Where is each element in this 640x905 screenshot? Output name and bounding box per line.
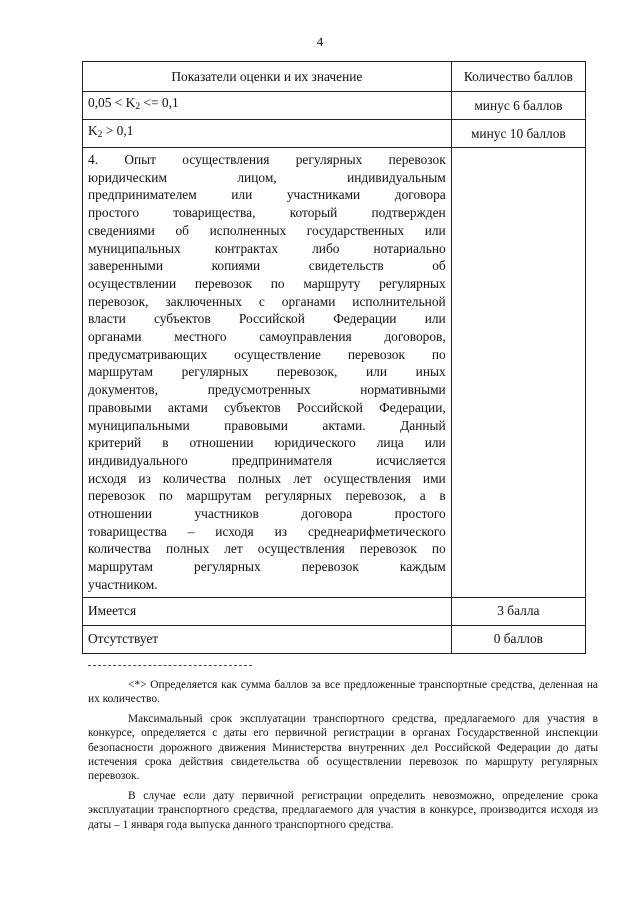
points-cell: минус 10 баллов bbox=[451, 120, 585, 148]
criterion-line: индивидуального предпринимателя исчисляется bbox=[88, 452, 446, 468]
criterion-line: осуществлении перевозок по маршруту регулярных bbox=[88, 275, 446, 291]
table-row bbox=[83, 597, 586, 625]
criterion-row bbox=[83, 148, 586, 598]
criterion-line: количества полных лет осуществления перевозок по bbox=[88, 541, 446, 557]
criterion-line: перевозок по маршрутам регулярных перевозок, а в bbox=[88, 488, 446, 504]
criterion-line: органами местного самоуправления договоров, bbox=[88, 329, 446, 345]
footnote-paragraph: <*> Определяется как сумма баллов за все предложенные транспортные средства, деленная на их количество. bbox=[88, 679, 598, 706]
footnote-paragraph: В случае если дату первичной регистрации определить невозможно, определение срока эксплуатации транспортного средства, предлагаемого для участия в конкурсе, производится исходя из даты – 1 января года выпуска данного транспортного средства. bbox=[88, 789, 598, 831]
footnotes bbox=[88, 678, 598, 837]
indicator-suffix: <= 0,1 bbox=[140, 95, 179, 111]
criterion-line: простого товарищества, который подтвержден bbox=[88, 205, 446, 221]
criterion-points-cell bbox=[451, 148, 585, 598]
table-row bbox=[83, 120, 586, 148]
indicator-cell bbox=[83, 120, 452, 148]
footnote-divider bbox=[88, 665, 252, 666]
criterion-line: муниципальными правовыми актами. Данный bbox=[88, 417, 446, 433]
criteria-table bbox=[82, 61, 586, 654]
indicator-cell bbox=[83, 92, 452, 120]
criterion-line: документов, предусмотренных нормативными bbox=[88, 382, 446, 398]
indicator-prefix: 0,05 < K bbox=[88, 95, 136, 111]
indicator-subscript: 2 bbox=[135, 102, 141, 113]
criterion-line: юридическим лицом, индивидуальным bbox=[88, 169, 446, 185]
table-header-row bbox=[83, 62, 586, 92]
header-points: Количество баллов bbox=[451, 62, 585, 92]
criterion-line: заверенными копиями свидетельств об bbox=[88, 258, 446, 274]
points-cell: минус 6 баллов bbox=[451, 92, 585, 120]
criterion-line: 4. Опыт осуществления регулярных перевозок bbox=[88, 152, 446, 167]
criterion-line: отношении участников договора простого bbox=[88, 506, 446, 522]
page-number: 4 bbox=[316, 34, 324, 49]
criterion-line: маршрутам регулярных перевозок каждым bbox=[88, 559, 446, 575]
table-row bbox=[83, 625, 586, 653]
option-label: Имеется bbox=[83, 597, 452, 625]
criterion-line: муниципальных контрактах либо нотариально bbox=[88, 240, 446, 256]
criterion-line: маршрутам регулярных перевозок, или иных bbox=[88, 364, 446, 380]
criterion-text bbox=[83, 148, 452, 598]
indicator-prefix: K bbox=[88, 123, 98, 139]
criterion-line: сведениями об исполненных государственных или bbox=[88, 222, 446, 238]
criterion-line: товарищества – исходя из среднеарифметического bbox=[88, 523, 446, 539]
criterion-line: критерий в отношении юридического лица или bbox=[88, 435, 446, 451]
criterion-line: участником. bbox=[88, 576, 158, 592]
criterion-line: исходя из количества полных лет осуществления ими bbox=[88, 470, 446, 486]
footnote-paragraph: Максимальный срок эксплуатации транспортного средства, предлагаемого для участия в конкурсе, определяется с даты его первичной регистрации в органах Государственной инспекции безопасности дорожного движения Министерства внутренних дел Российской Федерации до даты истечения срока действия свидетельства об осуществлении перевозок по маршруту регулярных перевозок. bbox=[88, 712, 598, 783]
criterion-line: предпринимателем или участниками договора bbox=[88, 187, 446, 203]
option-points: 0 баллов bbox=[451, 625, 585, 653]
header-indicator: Показатели оценки и их значение bbox=[83, 62, 452, 92]
criterion-line: перевозок, заключенных с органами исполнительной bbox=[88, 293, 446, 309]
option-points: 3 балла bbox=[451, 597, 585, 625]
indicator-subscript: 2 bbox=[97, 130, 103, 141]
table-row bbox=[83, 92, 586, 120]
criterion-line: власти субъектов Российской Федерации или bbox=[88, 311, 446, 327]
indicator-suffix: > 0,1 bbox=[102, 123, 134, 139]
option-label: Отсутствует bbox=[83, 625, 452, 653]
criterion-line: предусматривающих осуществление перевозок по bbox=[88, 346, 446, 362]
criterion-line: правовыми актами субъектов Российской Федерации, bbox=[88, 399, 446, 415]
